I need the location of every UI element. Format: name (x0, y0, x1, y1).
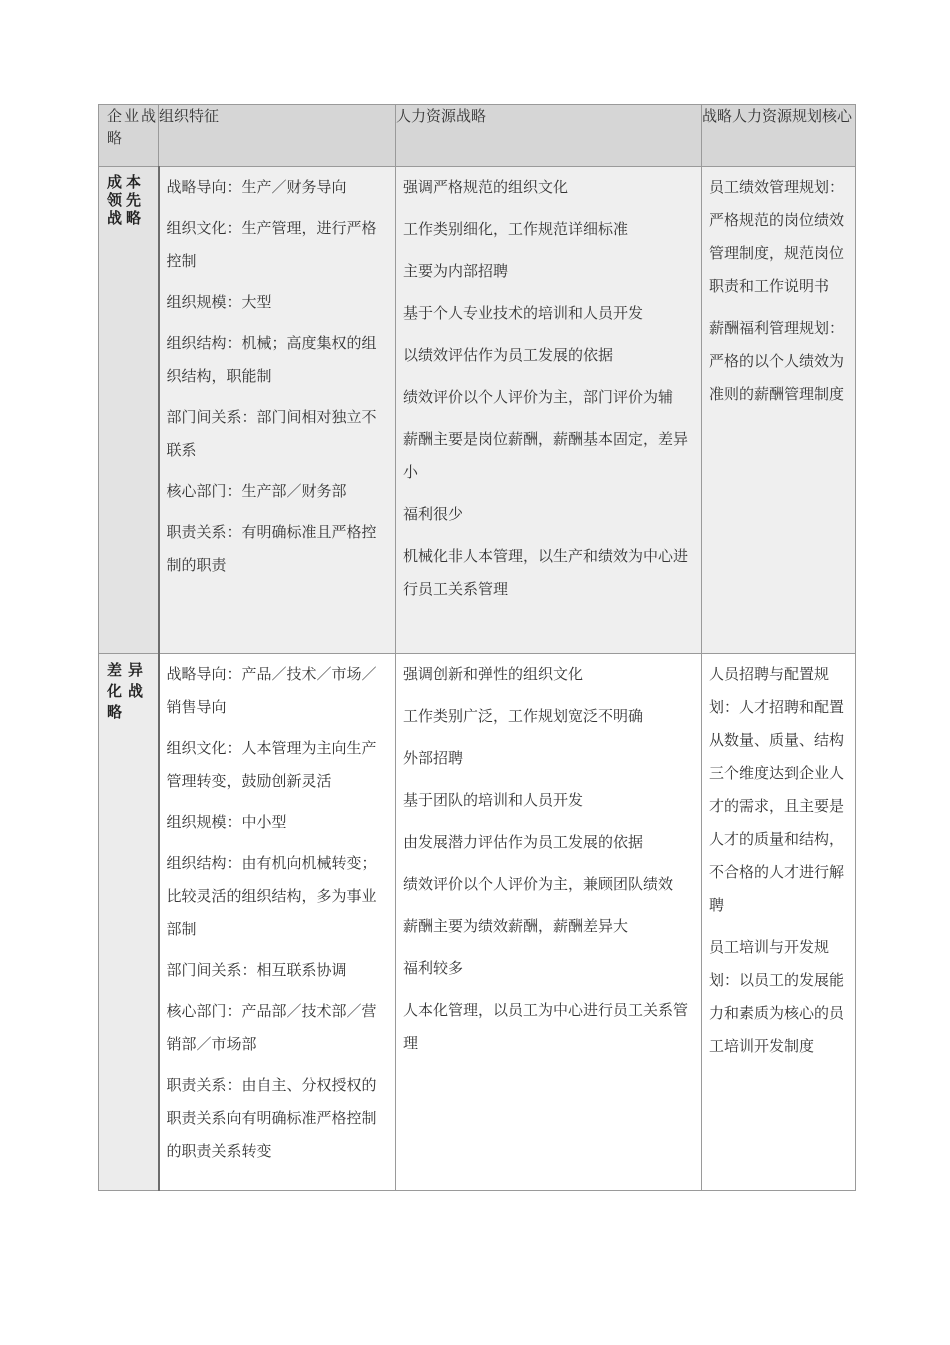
table-header-row (99, 105, 856, 167)
table-row (99, 167, 856, 654)
strategy-cell (99, 167, 159, 654)
cell-item: 核心部门：生产部／财务部 (166, 482, 347, 500)
header-org-features: 组织特征 (159, 105, 396, 167)
hr-strategy-list (396, 654, 701, 1060)
cell-item: 工作类别细化，工作规范详细标准 (403, 220, 629, 238)
org-features-list (160, 654, 396, 1168)
cell-item: 强调严格规范的组织文化 (403, 178, 569, 196)
cell-item: 福利很少 (403, 505, 464, 523)
cell-item: 部门间关系：相互联系协调 (166, 961, 347, 979)
cell-item: 人本化管理，以员工为中心进行员工关系管理 (403, 1001, 689, 1052)
cell-item: 组织结构：由有机向机械转变；比较灵活的组织结构，多为事业部制 (166, 854, 377, 938)
hr-planning-cell (702, 654, 856, 1191)
hr-strategy-cell (396, 167, 702, 654)
cell-item: 员工绩效管理规划：严格规范的岗位绩效管理制度，规范岗位职责和工作说明书 (709, 178, 845, 295)
cell-item: 组织结构：机械；高度集权的组织结构，职能制 (166, 334, 377, 385)
cell-item: 基于团队的培训和人员开发 (403, 791, 584, 809)
hr-planning-list (702, 167, 855, 411)
cell-item: 员工培训与开发规划：以员工的发展能力和素质为核心的员工培训开发制度 (709, 938, 845, 1055)
cell-item: 组织文化：生产管理，进行严格控制 (166, 219, 377, 270)
org-features-cell (159, 167, 396, 654)
cell-item: 绩效评价以个人评价为主，兼顾团队绩效 (403, 875, 674, 893)
cell-item: 部门间关系：部门间相对独立不联系 (166, 408, 377, 459)
cell-item: 职责关系：有明确标准且严格控制的职责 (166, 523, 377, 574)
hr-strategy-cell (396, 654, 702, 1191)
strategy-label: 差异化战略 (107, 661, 150, 721)
cell-item: 战略导向：产品／技术／市场／销售导向 (166, 665, 377, 716)
cell-item: 福利较多 (403, 959, 464, 977)
cell-item: 以绩效评估作为员工发展的依据 (403, 346, 614, 364)
cell-item: 薪酬主要是岗位薪酬，薪酬基本固定，差异小 (403, 430, 689, 481)
hr-strategy-list (396, 167, 701, 606)
cell-item: 人员招聘与配置规划：人才招聘和配置从数量、质量、结构三个维度达到企业人才的需求，且主要是人才的质量和结构，不合格的人才进行解聘 (709, 665, 845, 914)
strategy-label: 成本领先战略 (107, 173, 146, 227)
strategy-hr-table (98, 104, 856, 1191)
cell-item: 战略导向：生产／财务导向 (166, 178, 347, 196)
header-hr-planning-core: 战略人力资源规划核心 (702, 105, 856, 167)
cell-item: 薪酬福利管理规划：严格的以个人绩效为准则的薪酬管理制度 (709, 319, 845, 403)
cell-item: 职责关系：由自主、分权授权的职责关系向有明确标准严格控制的职责关系转变 (166, 1076, 377, 1160)
cell-item: 强调创新和弹性的组织文化 (403, 665, 584, 683)
cell-item: 主要为内部招聘 (403, 262, 509, 280)
cell-item: 绩效评价以个人评价为主，部门评价为辅 (403, 388, 674, 406)
cell-item: 组织规模：大型 (166, 293, 272, 311)
cell-item: 核心部门：产品部／技术部／营销部／市场部 (166, 1002, 377, 1053)
cell-item: 薪酬主要为绩效薪酬，薪酬差异大 (403, 917, 629, 935)
org-features-list (160, 167, 396, 582)
strategy-cell (99, 654, 159, 1191)
cell-item: 工作类别广泛，工作规划宽泛不明确 (403, 707, 644, 725)
hr-planning-cell (702, 167, 856, 654)
cell-item: 机械化非人本管理，以生产和绩效为中心进行员工关系管理 (403, 547, 689, 598)
table-row (99, 654, 856, 1191)
cell-item: 由发展潜力评估作为员工发展的依据 (403, 833, 644, 851)
header-hr-strategy: 人力资源战略 (396, 105, 702, 167)
cell-item: 组织文化：人本管理为主向生产管理转变，鼓励创新灵活 (166, 739, 377, 790)
document-page (98, 104, 855, 1191)
org-features-cell (159, 654, 396, 1191)
cell-item: 基于个人专业技术的培训和人员开发 (403, 304, 644, 322)
cell-item: 组织规模：中小型 (166, 813, 287, 831)
header-enterprise-strategy: 企业战略 (99, 105, 159, 167)
hr-planning-list (702, 654, 855, 1063)
cell-item: 外部招聘 (403, 749, 464, 767)
